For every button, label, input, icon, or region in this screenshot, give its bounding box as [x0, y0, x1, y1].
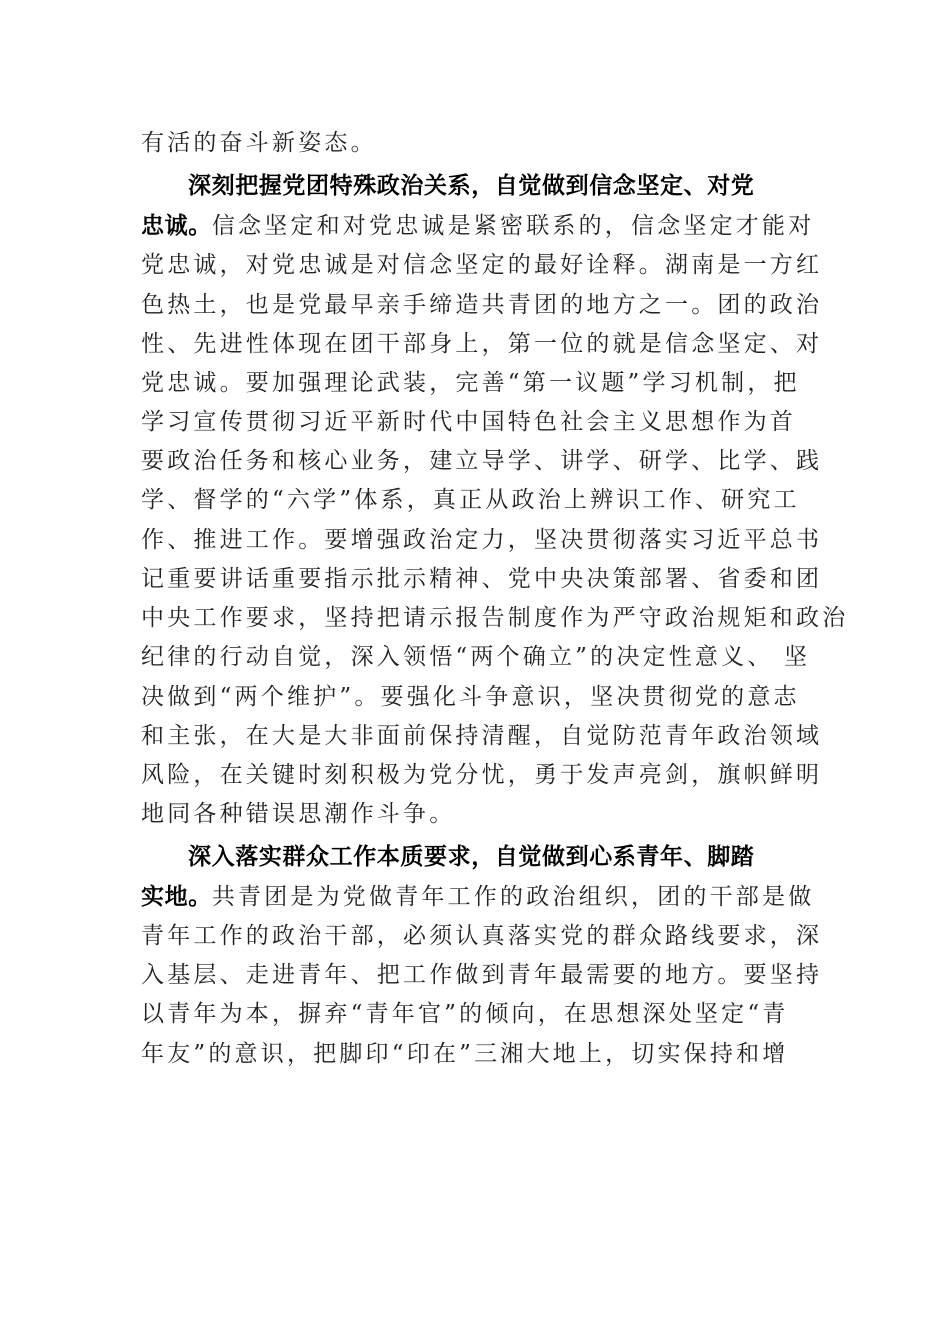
body-text: 党忠诚，对党忠诚是对信念坚定的最好诠释。湖南是一方红 — [141, 252, 823, 278]
text-line — [141, 485, 800, 515]
bold-heading-text: 深刻把握党团特殊政治关系，自觉做到信念坚定、对党 — [188, 173, 755, 199]
body-text: 性、先进性体现在团干部身上，第一位的就是信念坚定、对 — [141, 331, 823, 357]
text-line — [141, 1039, 788, 1069]
text-line — [188, 171, 754, 201]
text-line — [141, 603, 848, 633]
bold-heading-text: 实地。 — [141, 884, 212, 910]
text-line — [141, 329, 822, 359]
text-line — [141, 368, 800, 398]
text-line — [141, 564, 822, 594]
body-text: 学习宣传贯彻习近平新时代中国特色社会主义思想作为首 — [141, 409, 796, 435]
body-text: 风险，在关键时刻积极为党分忧，勇于发声亮剑，旗帜鲜明 — [141, 762, 823, 788]
body-text: 青年工作的政治干部，必须认真落实党的群众路线要求，深 — [141, 923, 823, 949]
text-line — [141, 250, 822, 280]
text-line — [141, 211, 814, 241]
text-line — [141, 721, 822, 751]
body-text: 纪律的行动自觉，深入领悟“两个确立”的决定性意义、 坚 — [141, 644, 811, 670]
text-line — [141, 799, 455, 829]
body-text: 作、推进工作。要增强政治定力，坚决贯彻落实习近平总书 — [141, 527, 823, 553]
text-line — [141, 407, 796, 437]
text-line — [141, 446, 822, 476]
text-line — [188, 842, 754, 872]
body-text: 记重要讲话重要指示批示精神、党中央决策部署、省委和团 — [141, 566, 823, 592]
body-text: 年友”的意识，把脚印“印在”三湘大地上，切实保持和增 — [141, 1041, 789, 1067]
bold-heading-text: 忠诚。 — [141, 213, 212, 239]
bold-heading-text: 深入落实群众工作本质要求，自觉做到心系青年、脚踏 — [188, 844, 755, 870]
text-line — [141, 525, 822, 555]
body-text: 要政治任务和核心业务，建立导学、讲学、研学、比学、践 — [141, 448, 823, 474]
text-line — [141, 882, 814, 912]
body-text: 色热土，也是党最早亲手缔造共青团的地方之一。团的政治 — [141, 292, 823, 318]
text-line — [141, 642, 810, 672]
text-line — [141, 960, 822, 990]
body-text: 中央工作要求，坚持把请示报告制度作为严守政治规矩和政治 — [141, 605, 849, 631]
body-text: 有活的奋斗新姿态。 — [141, 130, 377, 156]
body-text: 决做到“两个维护”。要强化斗争意识，坚决贯彻党的意志 — [141, 684, 800, 710]
body-text: 以青年为本，摒弃“青年官”的倾向，在思想深处坚定“青 — [141, 1001, 789, 1027]
body-text: 入基层、走进青年、把工作做到青年最需要的地方。要坚持 — [141, 962, 823, 988]
text-line — [141, 290, 822, 320]
text-line — [141, 128, 377, 158]
body-text: 共青团是为党做青年工作的政治组织，团的干部是做 — [211, 884, 815, 910]
body-text: 地同各种错误思潮作斗争。 — [141, 801, 456, 827]
body-text: 信念坚定和对党忠诚是紧密联系的，信念坚定才能对 — [211, 213, 815, 239]
text-line — [141, 999, 788, 1029]
body-text: 和主张，在大是大非面前保持清醒，自觉防范青年政治领域 — [141, 723, 823, 749]
text-line — [141, 921, 822, 951]
text-line — [141, 682, 800, 712]
text-line — [141, 760, 822, 790]
body-text: 学、督学的“六学”体系，真正从政治上辨识工作、研究工 — [141, 487, 800, 513]
body-text: 党忠诚。要加强理论武装，完善“第一议题”学习机制，把 — [141, 370, 800, 396]
